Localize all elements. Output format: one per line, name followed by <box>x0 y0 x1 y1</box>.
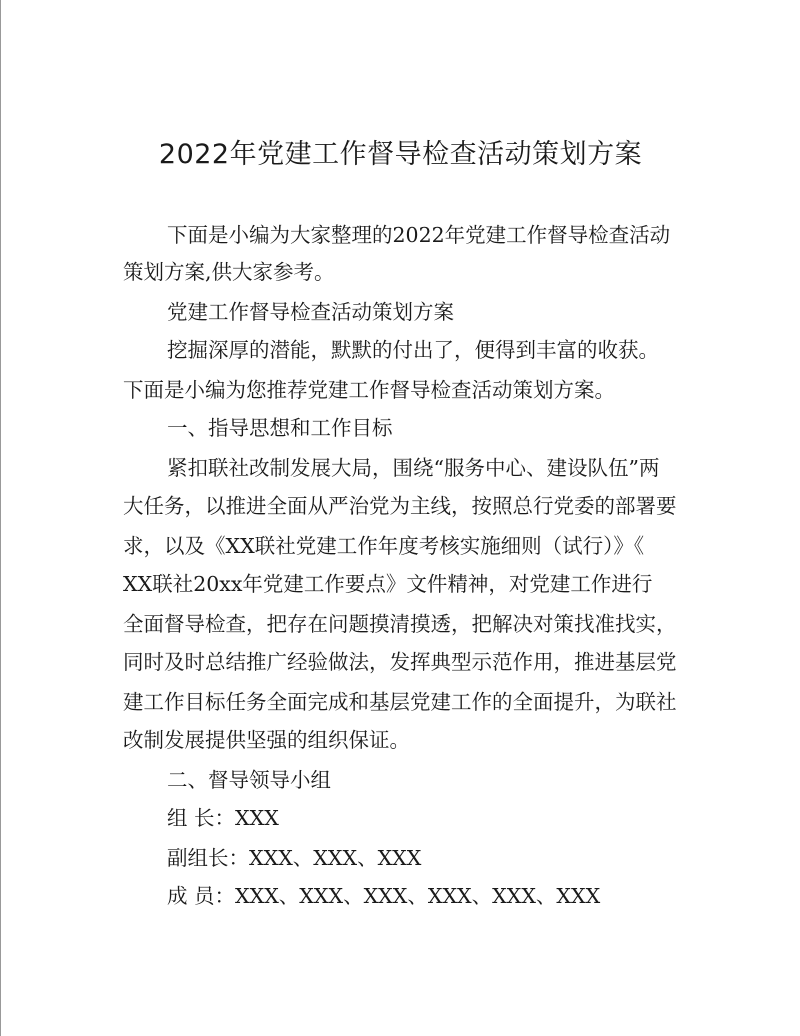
paragraph-line: 同时及时总结推广经验做法，发挥典型示范作用，推进基层党 <box>123 650 677 674</box>
section-heading: 一、指导思想和工作目标 <box>167 416 393 440</box>
paragraph-line: 挖掘深厚的潜能，默默的付出了，便得到丰富的收获。 <box>167 338 659 362</box>
paragraph-line: 紧扣联社改制发展大局，围绕“服务中心、建设队伍”两 <box>167 456 660 480</box>
paragraph-line: 全面督导检查，把存在问题摸清摸透，把解决对策找准找实， <box>123 612 677 636</box>
paragraph-line: 下面是小编为大家整理的2022年党建工作督导检查活动 <box>167 223 671 247</box>
paragraph-line: XX联社20xx年党建工作要点》文件精神，对党建工作进行 <box>123 572 653 596</box>
section-heading: 二、督导领导小组 <box>167 768 331 792</box>
paragraph-line: 建工作目标任务全面完成和基层党建工作的全面提升，为联社 <box>123 690 677 714</box>
document-title: 2022年党建工作督导检查活动策划方案 <box>158 139 643 170</box>
paragraph-line: 下面是小编为您推荐党建工作督导检查活动策划方案。 <box>123 378 615 402</box>
leader-line: 组 长：XXX <box>167 806 279 830</box>
paragraph-line: 求，以及《XX联社党建工作年度考核实施细则（试行）》《 <box>123 534 645 558</box>
paragraph-line: 大任务，以推进全面从严治党为主线，按照总行党委的部署要 <box>123 494 677 518</box>
paragraph-line: 党建工作督导检查活动策划方案 <box>167 300 454 324</box>
deputy-leader-line: 副组长：XXX、XXX、XXX <box>167 846 422 870</box>
paragraph-line: 改制发展提供坚强的组织保证。 <box>123 728 410 752</box>
paragraph-line: 策划方案,供大家参考。 <box>123 260 335 284</box>
members-line: 成 员：XXX、XXX、XXX、XXX、XXX、XXX <box>167 884 601 908</box>
